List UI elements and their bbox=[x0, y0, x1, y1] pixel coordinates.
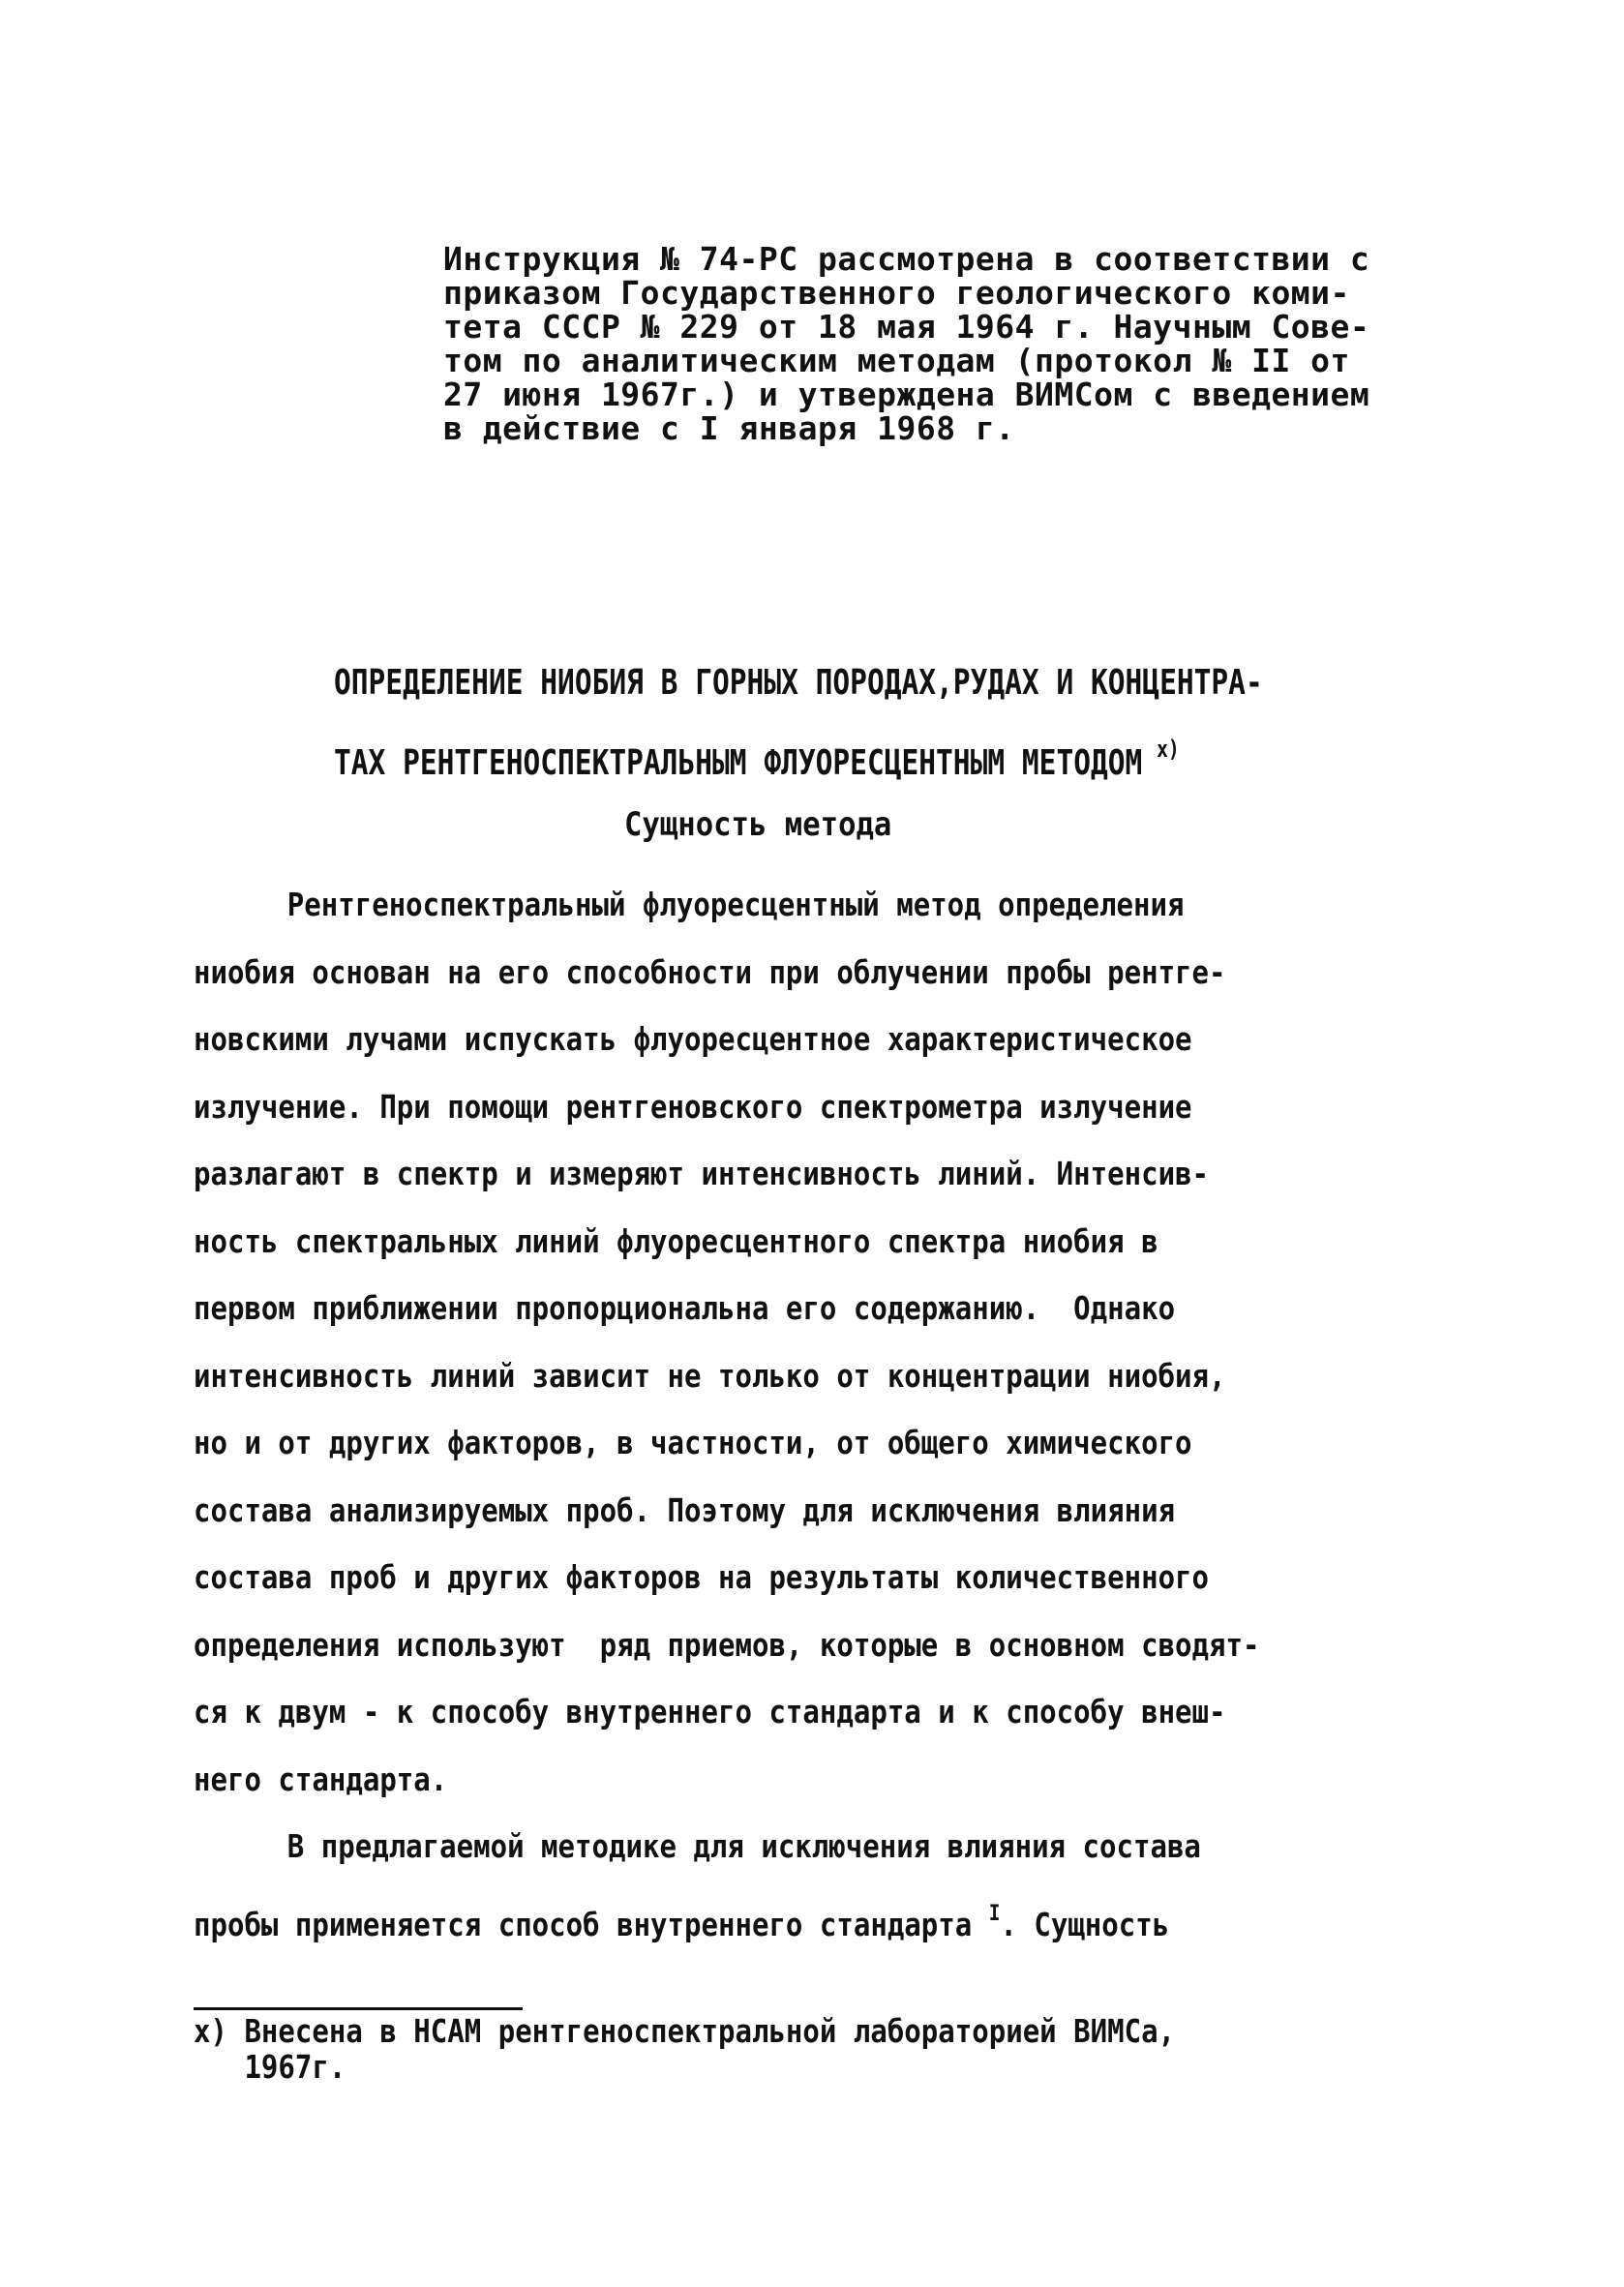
paragraph-line: Рентгеноспектральный флуоресцентный метод определения bbox=[286, 886, 1185, 923]
title-line-2-text: ТАХ РЕНТГЕНОСПЕКТРАЛЬНЫМ ФЛУОРЕСЦЕНТНЫМ МЕТОДОМ bbox=[334, 743, 1143, 783]
paragraph-line: состава анализируемых проб. Поэтому для исключения влияния bbox=[194, 1490, 1176, 1529]
footnote-divider bbox=[194, 2007, 523, 2010]
paragraph-line: интенсивность линий зависит не только от концентрации ниобия, bbox=[194, 1356, 1226, 1395]
paragraph-line: но и от других факторов, в частности, от общего химического bbox=[194, 1424, 1192, 1461]
reference-mark: I bbox=[988, 1901, 1001, 1926]
footnote-line: 1967г. bbox=[194, 2048, 346, 2086]
approval-note bbox=[443, 242, 1440, 445]
paragraph-line: него стандарта. bbox=[194, 1760, 448, 1798]
paragraph-line: разлагают в спектр и измеряют интенсивность линий. Интенсив- bbox=[194, 1155, 1210, 1192]
title-line-2 bbox=[334, 716, 1302, 797]
approval-note-line: том по аналитическим методам (протокол № II от bbox=[443, 342, 1350, 379]
section-heading: Сущность метода bbox=[624, 805, 892, 844]
title-footnote-mark: x) bbox=[1157, 736, 1180, 763]
approval-note-line: 27 июня 1967г.) и утверждена ВИМСом с введением bbox=[443, 376, 1370, 413]
body-text bbox=[194, 871, 1510, 1958]
document-title bbox=[334, 650, 1302, 797]
title-line-1: ОПРЕДЕЛЕНИЕ НИОБИЯ В ГОРНЫХ ПОРОДАХ,РУДАХ И КОНЦЕНТРА- bbox=[334, 663, 1263, 703]
paragraph-line: излучение. При помощи рентгеновского спектрометра излучение bbox=[194, 1087, 1192, 1126]
paragraph-line: ность спектральных линий флуоресцентного спектра ниобия в bbox=[194, 1221, 1158, 1260]
paragraph-line-end: . Сущность bbox=[1000, 1905, 1170, 1943]
paragraph-line bbox=[194, 1881, 1352, 1959]
paragraph-line: новскими лучами испускать флуоресцентное характеристическое bbox=[194, 1020, 1192, 1058]
paragraph-line: состава проб и других факторов на результаты количественного bbox=[194, 1558, 1210, 1596]
approval-note-line: Инструкция № 74-РС рассмотрена в соответствии с bbox=[443, 240, 1370, 278]
paragraph-line: первом приближении пропорциональна его содержанию. Однако bbox=[194, 1289, 1176, 1327]
paragraph-line-text: пробы применяется способ внутреннего стандарта bbox=[194, 1905, 989, 1943]
paragraph-line: В предлагаемой методике для исключения влияния состава bbox=[286, 1827, 1201, 1865]
paragraph-line: ся к двум - к способу внутреннего стандарта и к способу внеш- bbox=[194, 1693, 1226, 1730]
footnote-line: x) Внесена в НСАМ рентгеноспектральной лабораторией ВИМСа, bbox=[194, 2012, 1176, 2050]
approval-note-line: в действие с I января 1968 г. bbox=[443, 409, 1015, 447]
approval-note-line: тета СССР № 229 от 18 мая 1964 г. Научным Сове- bbox=[443, 308, 1370, 346]
footnote bbox=[194, 2013, 1452, 2085]
paragraph-line: ниобия основан на его способности при облучении пробы рентге- bbox=[194, 952, 1226, 991]
approval-note-line: приказом Государственного геологического коми- bbox=[443, 274, 1350, 312]
paragraph-line: определения используют ряд приемов, которые в основном сводят- bbox=[194, 1625, 1260, 1664]
